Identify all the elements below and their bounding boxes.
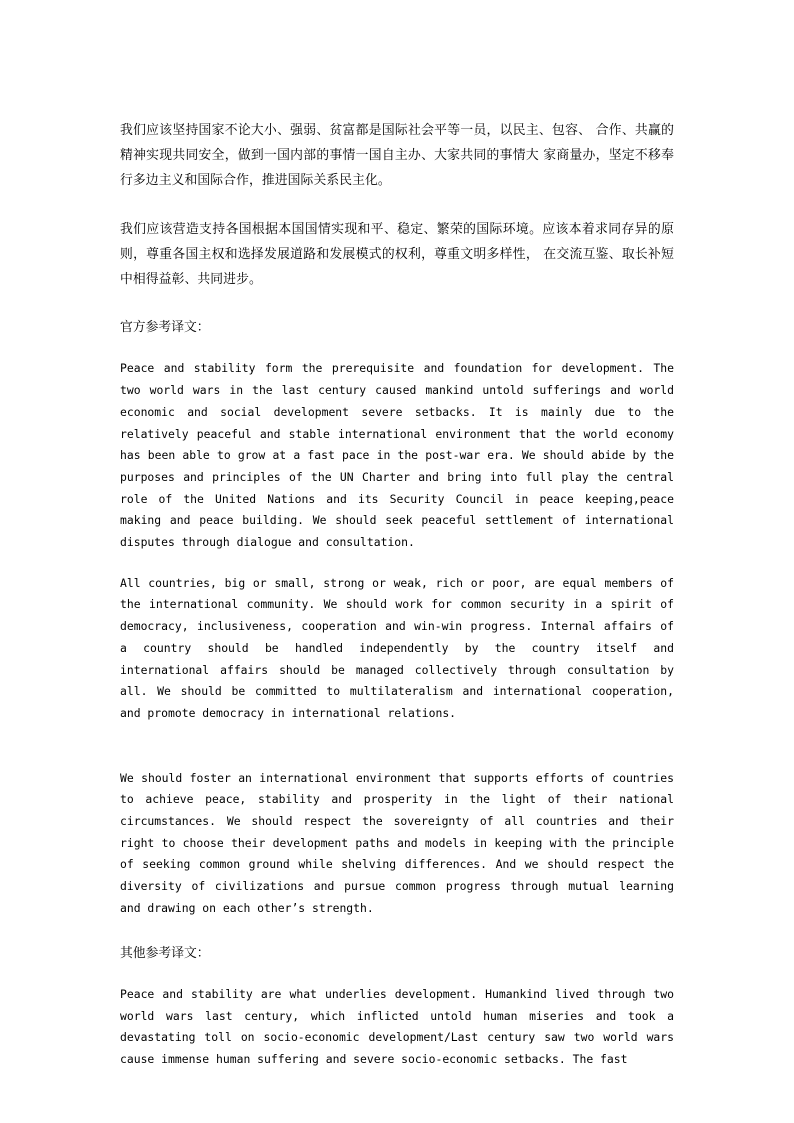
source-paragraph-2: 我们应该营造支持各国根据本国国情实现和平、稳定、繁荣的国际环境。应该本着求同存异的原则，尊重各国主权和选择发展道路和发展模式的权利，尊重文明多样性， 在交流互鉴、取长补短中相得益彰、共同进步。 (120, 221, 674, 288)
document-body (120, 118, 674, 1071)
official-translation-paragraph-3: We should foster an international environment that supports efforts of countries to achieve peace, stability and prosperity in the light of their national circumstances. We should respect the sovereignty of all countries and their right to choose their development paths and models in keeping with the principle of seeking common ground while shelving differences. And we should respect the diversity of civilizations and pursue common progress through mutual learning and drawing on each other’s strength. (120, 770, 674, 915)
other-translation-heading: 其他参考译文： (120, 945, 210, 961)
official-translation-paragraph-1: Peace and stability form the prerequisite and foundation for development. The two world wars in the last century caused mankind untold sufferings and world economic and social development severe setbacks. It is mainly due to the relatively peaceful and stable international environment that the world economy has been able to grow at a fast pace in the post-war era. We should abide by the purposes and principles of the UN Charter and bring into full play the central role of the United Nations and its Security Council in peace keeping,peace making and peace building. We should seek peaceful settlement of international disputes through dialogue and consultation. (120, 361, 674, 550)
official-translation-paragraph-2: All countries, big or small, strong or weak, rich or poor, are equal members of the international community. We should work for common security in a spirit of democracy, inclusiveness, cooperation and win-win progress. Internal affairs of a country should be handled independently by the country itself and international affairs should be managed collectively through consultation by all. We should be committed to multilateralism and international cooperation, and promote democracy in international relations. (120, 575, 674, 720)
source-paragraph-1: 我们应该坚持国家不论大小、强弱、贫富都是国际社会平等一员，以民主、包容、 合作、共赢的精神实现共同安全，做到一国内部的事情一国自主办、大家共同的事情大 家商量办，坚定不移奉行多边主义和国际合作，推进国际关系民主化。 (120, 123, 674, 189)
other-translation-paragraph-1: Peace and stability are what underlies development. Humankind lived through two world wars last century, which inflicted untold human miseries and took a devastating toll on socio-economic development/Last century saw two world wars cause immense human suffering and severe socio-economic setbacks. The fast (120, 986, 674, 1066)
official-translation-heading: 官方参考译文： (120, 320, 210, 336)
